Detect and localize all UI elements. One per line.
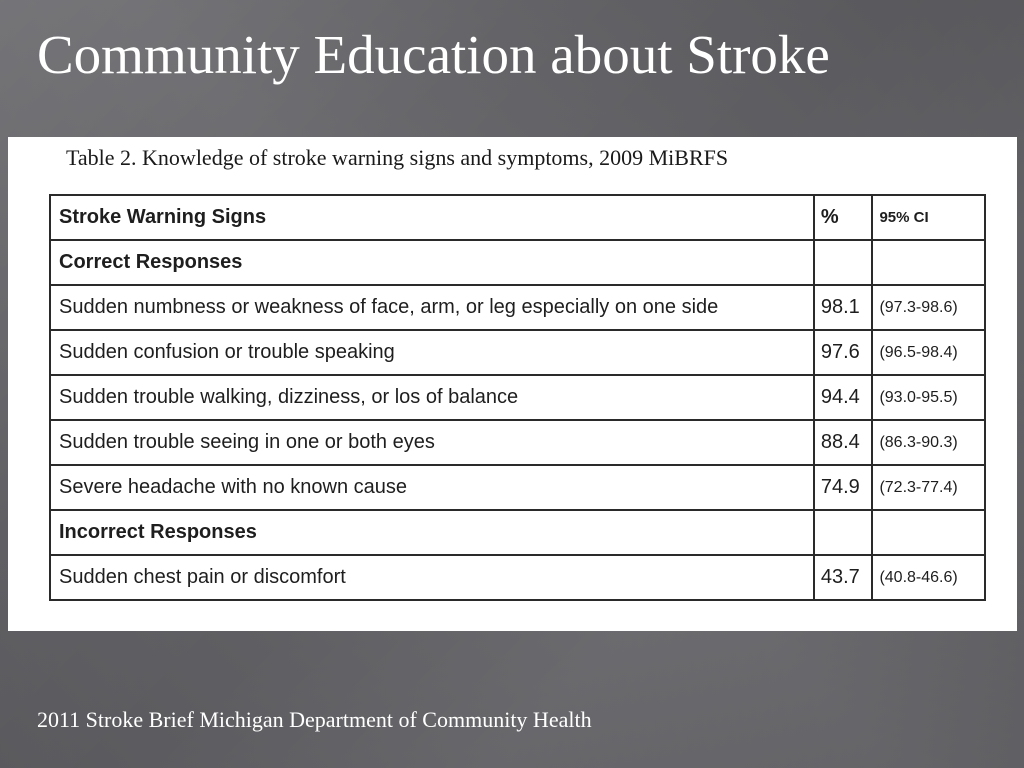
table-cell-empty <box>872 240 985 285</box>
ci-cell: (40.8-46.6) <box>872 555 985 600</box>
percent-cell: 74.9 <box>814 465 873 510</box>
correct-responses-label: Correct Responses <box>50 240 814 285</box>
table-header-row <box>50 195 985 240</box>
source-citation: 2011 Stroke Brief Michigan Department of Community Health <box>37 707 592 732</box>
table-caption: Table 2. Knowledge of stroke warning signs and symptoms, 2009 MiBRFS <box>66 145 729 170</box>
percent-cell: 98.1 <box>814 285 873 330</box>
percent-cell: 88.4 <box>814 420 873 465</box>
header-confidence-interval: 95% CI <box>872 195 985 240</box>
ci-cell: (72.3-77.4) <box>872 465 985 510</box>
table-figure <box>8 137 1017 631</box>
table-row <box>50 330 985 375</box>
ci-cell: (96.5-98.4) <box>872 330 985 375</box>
ci-cell: (97.3-98.6) <box>872 285 985 330</box>
table-row <box>50 420 985 465</box>
table-row <box>50 285 985 330</box>
sign-cell: Sudden trouble walking, dizziness, or los of balance <box>50 375 814 420</box>
ci-cell: (86.3-90.3) <box>872 420 985 465</box>
sign-cell: Severe headache with no known cause <box>50 465 814 510</box>
ci-cell: (93.0-95.5) <box>872 375 985 420</box>
slide-title: Community Education about Stroke <box>37 24 830 85</box>
stroke-signs-table <box>49 194 986 601</box>
sign-cell: Sudden confusion or trouble speaking <box>50 330 814 375</box>
table-row <box>50 465 985 510</box>
table-cell-empty <box>814 240 873 285</box>
header-percent: % <box>814 195 873 240</box>
sign-cell: Sudden numbness or weakness of face, arm, or leg especially on one side <box>50 285 814 330</box>
sign-cell: Sudden chest pain or discomfort <box>50 555 814 600</box>
sign-cell: Sudden trouble seeing in one or both eyes <box>50 420 814 465</box>
header-stroke-warning-signs: Stroke Warning Signs <box>50 195 814 240</box>
table-cell-empty <box>814 510 873 555</box>
percent-cell: 94.4 <box>814 375 873 420</box>
percent-cell: 97.6 <box>814 330 873 375</box>
section-row-incorrect <box>50 510 985 555</box>
table-row <box>50 555 985 600</box>
table-row <box>50 375 985 420</box>
percent-cell: 43.7 <box>814 555 873 600</box>
incorrect-responses-label: Incorrect Responses <box>50 510 814 555</box>
section-row-correct <box>50 240 985 285</box>
table-cell-empty <box>872 510 985 555</box>
